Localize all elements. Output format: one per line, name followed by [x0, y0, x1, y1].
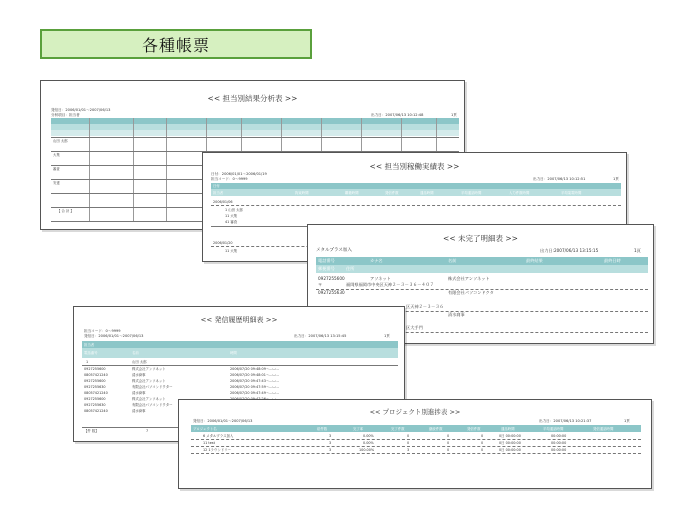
- table-row: 41 審査: [225, 220, 238, 224]
- column-header: 担当者: [213, 191, 224, 195]
- column-header: プロジェクト名: [193, 427, 217, 431]
- table-row: 11 大集: [225, 214, 238, 218]
- table-row: 株式会社アンソネット: [132, 367, 166, 371]
- table-row: 福岡県福岡市中央区天神２－３－３６－４０７: [346, 282, 434, 287]
- meta-line: 発信日：2006/01/01～2007/06/13: [51, 108, 111, 112]
- org-name: メタルプラス加入: [316, 248, 352, 253]
- table-subheader: [82, 348, 398, 358]
- table-row: 3: [329, 441, 332, 445]
- table-row: 有限会社パソコンドクター: [132, 385, 173, 389]
- table-row: 12 1ラウンドリー: [203, 448, 231, 452]
- column-header: 時間: [230, 351, 237, 355]
- footer-count: 7: [146, 429, 149, 433]
- meta-line: 分析項目：担当者: [51, 113, 80, 117]
- printed-date: 出力日：2007/06/13 13:15:45: [294, 334, 347, 338]
- meta-line: 担当コード：0～9999: [211, 177, 248, 181]
- table-row: 0927255630: [84, 385, 106, 389]
- table-row: 0: [407, 441, 410, 445]
- table-row: 0927255600: [84, 397, 106, 401]
- table-row: 株式会社アンソネット: [132, 379, 166, 383]
- table-row: 審査: [53, 167, 60, 171]
- page-title: 各種帳票: [40, 29, 312, 59]
- table-row: 11 大集: [225, 249, 238, 253]
- table-subheader: [211, 189, 621, 196]
- table-row: 2006/01/20: [213, 241, 233, 245]
- column-header: 最終結果: [526, 258, 543, 263]
- table-row: 0927255600: [84, 379, 106, 383]
- table-row: 3: [329, 434, 332, 438]
- page-number: 1頁: [634, 248, 641, 253]
- column-header: 通話時間: [501, 427, 515, 431]
- table-row: 08057421240: [84, 391, 108, 395]
- column-header: 継続件数: [429, 427, 443, 431]
- table-row: 山田 太郎: [132, 360, 147, 364]
- table-row: 2006/07/20 09:47:49～--:--:--: [230, 391, 279, 395]
- column-header: 電話番号: [84, 351, 98, 355]
- table-row: 0: [407, 434, 410, 438]
- column-header: 名前: [448, 258, 457, 263]
- table-row: 0日 00:00:00: [499, 441, 521, 445]
- table-row: 0927255600: [84, 367, 106, 371]
- column-subheader: 郵便番号: [318, 266, 335, 271]
- table-row: 0日 00:00:00: [499, 434, 521, 438]
- column-header: 平均架電時間: [561, 191, 582, 195]
- table-row: 1: [86, 360, 89, 364]
- table-header: [316, 257, 648, 265]
- table-row: 清水商事: [132, 391, 146, 395]
- table-row: 山田 太郎: [53, 139, 68, 143]
- report-sheet-project: [178, 399, 652, 489]
- meta-line: 担当コード：0～9999: [84, 329, 121, 333]
- table-row: 08057421240: [84, 409, 108, 413]
- sheet-title: << 未完了明細表 >>: [443, 234, 518, 243]
- table-row: 【 合 計 】: [57, 209, 74, 213]
- table-subheader: [51, 130, 459, 136]
- footer-label: 【件 数】: [84, 429, 99, 433]
- column-header: 完了件数: [391, 427, 405, 431]
- column-header: 名前: [132, 351, 139, 355]
- meta-line: 発信日：2006/01/01～2007/06/13: [84, 334, 144, 338]
- column-header: 入力件数時間: [509, 191, 530, 195]
- column-header: 日付: [213, 184, 220, 188]
- printed-date: 出力日：2007/06/13 10:12:48: [371, 113, 424, 117]
- table-row: 0: [447, 441, 450, 445]
- table-row: 00:00:00: [551, 448, 567, 452]
- table-row: 区大手門: [406, 325, 423, 330]
- page-number: 1頁: [384, 334, 390, 338]
- table-row: 0: [447, 448, 450, 452]
- table-row: 3: [329, 448, 332, 452]
- table-row: 0日 00:00:00: [499, 448, 521, 452]
- column-header: 発信通話時間: [593, 427, 614, 431]
- table-row: 3: [407, 448, 410, 452]
- table-row: 0927255630: [318, 290, 345, 295]
- table-row: 0.00%: [363, 441, 374, 445]
- table-row: 清水商事: [132, 409, 146, 413]
- column-header: 拘束時間: [295, 191, 309, 195]
- table-row: アソネット: [370, 276, 391, 281]
- table-row: 0: [481, 434, 484, 438]
- column-header: 平均通話時間: [543, 427, 564, 431]
- column-header: 最終日時: [604, 258, 621, 263]
- table-row: 2006/07/20 09:47:59～--:--:--: [230, 385, 279, 389]
- sheet-title: << 担当別稼働実績表 >>: [369, 162, 460, 171]
- table-row: 2006/07/20 09:48:09～--:--:--: [230, 367, 279, 371]
- table-row: 0.00%: [363, 434, 374, 438]
- column-header: 発信件数: [467, 427, 481, 431]
- printed-date: 出力日：2007/06/13 10:21:37: [539, 419, 592, 423]
- column-header: 離籍時間: [345, 191, 359, 195]
- table-row: 清水商事: [132, 373, 146, 377]
- meta-line: 発信日：2006/01/01～2007/06/13: [193, 419, 253, 423]
- table-row: 区天神２－３－３６: [406, 304, 444, 309]
- table-row: 大集: [53, 153, 60, 157]
- table-row: 08057421240: [84, 373, 108, 377]
- sheet-title: << 担当別結果分析表 >>: [207, 94, 298, 103]
- table-row: 6 メタルプラス加入: [203, 434, 234, 438]
- column-header: 電話番号: [318, 258, 335, 263]
- table-row: 〒: [318, 282, 323, 287]
- table-row: 安達: [53, 181, 60, 185]
- table-row: 2006/07/20 09:48:01～--:--:--: [230, 373, 279, 377]
- table-row: 清水商事: [448, 312, 465, 317]
- table-row: 0927255600: [318, 276, 345, 281]
- page-number: 1頁: [613, 177, 619, 181]
- table-row: 0: [447, 434, 450, 438]
- table-header: [82, 341, 398, 348]
- column-subheader: 住所: [346, 266, 355, 271]
- column-header: 平均通話時間: [461, 191, 482, 195]
- table-row: 2006/07/20 09:47:43～--:--:--: [230, 379, 279, 383]
- table-row: 1 山田 太郎: [225, 208, 243, 212]
- table-row: 0: [481, 441, 484, 445]
- column-header: 通話時間: [420, 191, 434, 195]
- table-row: 0927255630: [84, 403, 106, 407]
- table-row: 株式会社アンソネット: [448, 276, 490, 281]
- column-header: カナ名: [370, 258, 383, 263]
- column-header: 担当者: [84, 343, 95, 347]
- table-row: 00:00:00: [551, 441, 567, 445]
- table-subheader: [316, 265, 648, 273]
- table-row: 0: [481, 448, 484, 452]
- table-row: 11 test: [203, 441, 215, 445]
- table-row: 00:00:00: [551, 434, 567, 438]
- table-header: [191, 425, 641, 432]
- sheet-title: << プロジェクト別進捗表 >>: [369, 408, 461, 416]
- table-row: 100.00%: [359, 448, 375, 452]
- table-row: 株式会社アンソネット: [132, 397, 166, 401]
- table-row: 2006/01/06: [213, 200, 233, 204]
- meta-line: 日付：2006/01/01～2006/01/19: [211, 172, 267, 176]
- page-number: 1頁: [451, 113, 457, 117]
- page-number: 1頁: [624, 419, 630, 423]
- printed-date: 出力日:2007/06/13 13:15:15: [540, 248, 599, 253]
- column-header: 総件数: [317, 427, 328, 431]
- sheet-title: << 発信履歴明細表 >>: [200, 316, 278, 324]
- printed-date: 出力日：2007/06/13 10:12:51: [533, 177, 586, 181]
- column-header: 完了率: [353, 427, 364, 431]
- column-header: 発信件数: [385, 191, 399, 195]
- table-row: 有限会社パソコンドクタ: [448, 290, 494, 295]
- table-row: 有限会社パソコンドクター: [132, 403, 173, 407]
